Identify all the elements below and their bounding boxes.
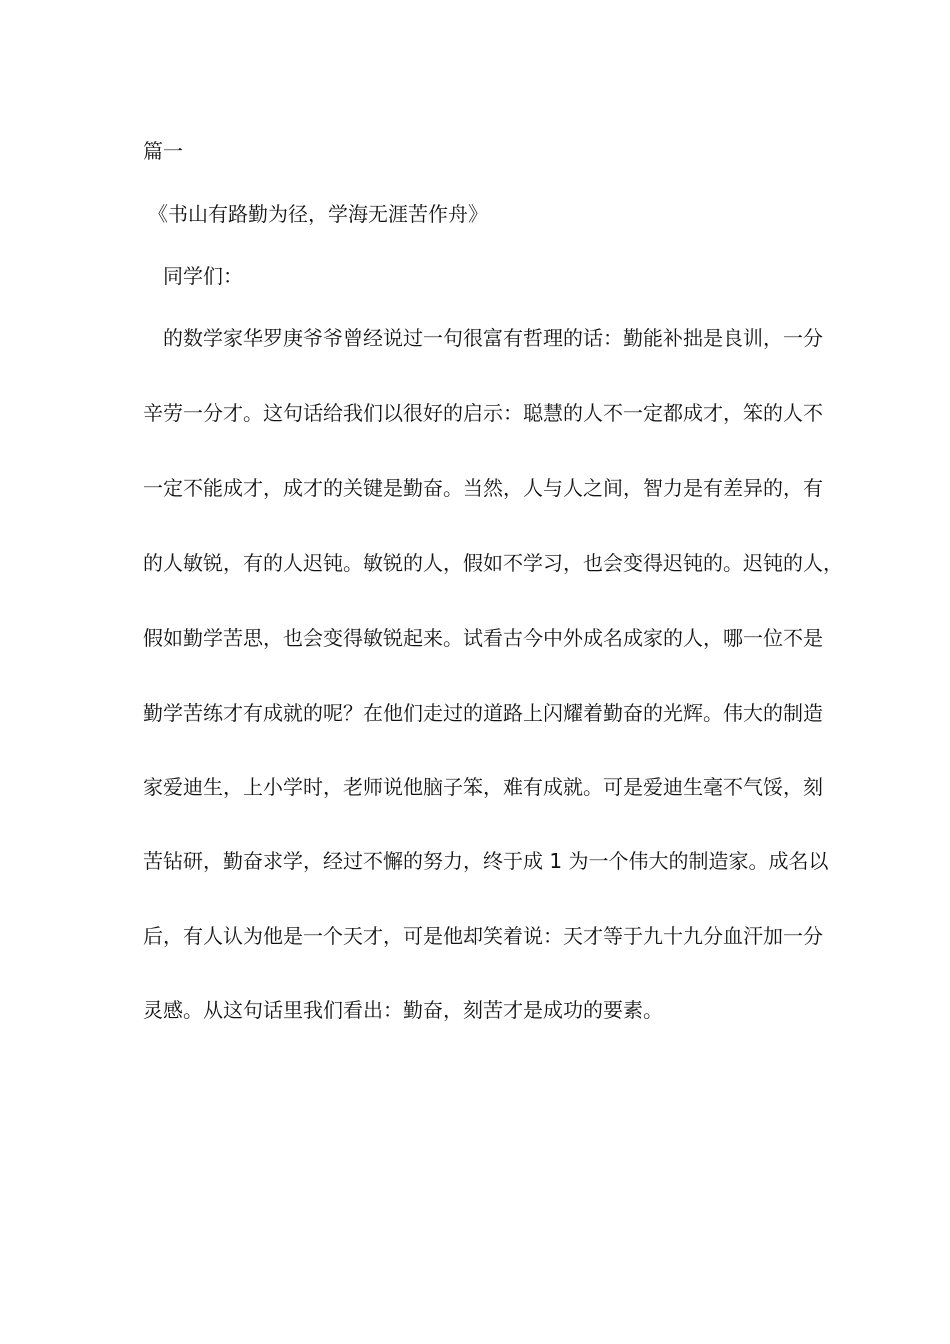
paragraph-line-10: 灵感。从这句话里我们看出：勤奋，刻苦才是成功的要素。 xyxy=(143,998,663,1022)
paragraph-line-2: 辛劳一分才。这句话给我们以很好的启示：聪慧的人不一定都成才，笨的人不 xyxy=(143,401,823,425)
paragraph-line-6: 勤学苦练才有成就的呢？在他们走过的道路上闪耀着勤奋的光辉。伟大的制造 xyxy=(143,701,823,725)
essay-title: 《书山有路勤为径，学海无涯苦作舟》 xyxy=(148,202,488,226)
paragraph-line-9: 后，有人认为他是一个天才，可是他却笑着说：天才等于九十九分血汗加一分 xyxy=(143,924,823,948)
section-heading: 篇一 xyxy=(143,139,183,163)
paragraph-line-3: 一定不能成才，成才的关键是勤奋。当然，人与人之间，智力是有差异的，有 xyxy=(143,476,823,500)
paragraph-line-8: 苦钻研，勤奋求学，经过不懈的努力，终于成 1 为一个伟大的制造家。成名以 xyxy=(143,849,829,873)
greeting-line: 同学们： xyxy=(163,264,243,288)
paragraph-line-4: 的人敏锐，有的人迟钝。敏锐的人，假如不学习，也会变得迟钝的。迟钝的人， xyxy=(143,551,843,575)
paragraph-line-7: 家爱迪生，上小学时，老师说他脑子笨，难有成就。可是爱迪生毫不气馁，刻 xyxy=(143,775,823,799)
paragraph-line-1: 的数学家华罗庚爷爷曾经说过一句很富有哲理的话：勤能补拙是良训，一分 xyxy=(163,326,823,350)
paragraph-line-5: 假如勤学苦思，也会变得敏锐起来。试看古今中外成名成家的人，哪一位不是 xyxy=(143,626,823,650)
